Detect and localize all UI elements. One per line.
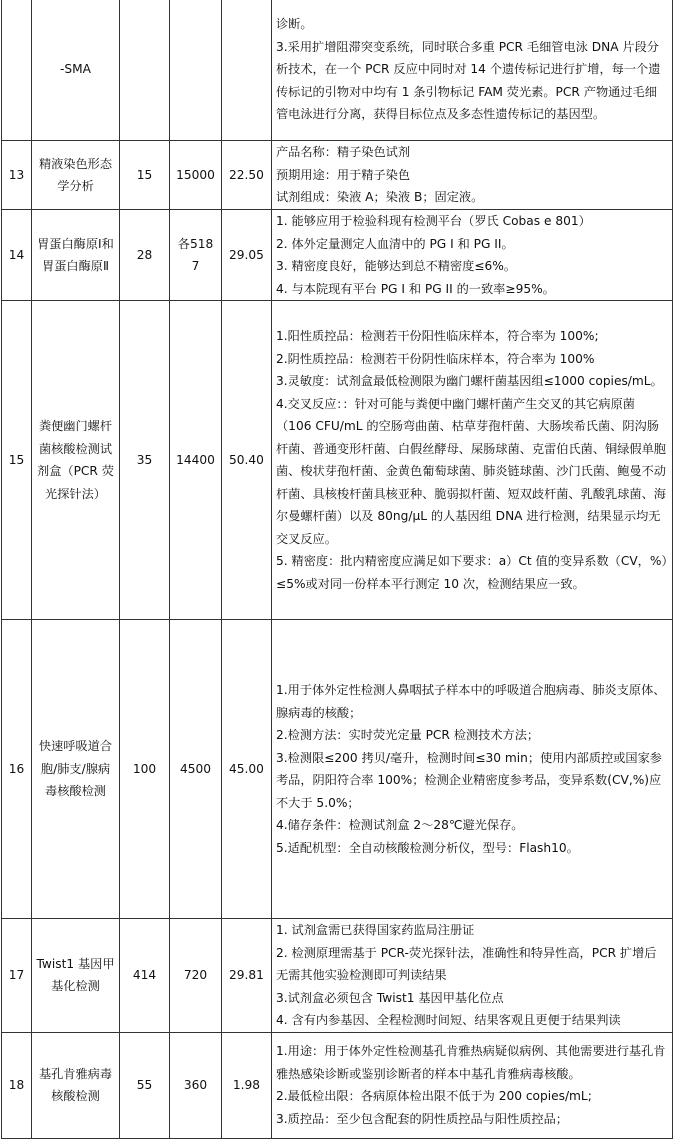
requirement-line: 3.灵敏度：试剂盒最低检测限为幽门螺杆菌基因组≤1000 copies/mL。	[276, 374, 663, 388]
item-name: 胃蛋白酶原Ⅰ和胃蛋白酶原Ⅱ	[32, 210, 120, 301]
item-amount	[222, 0, 272, 141]
requirement-line: 3.采用扩增阻滞突变系统，同时联合多重 PCR 毛细管电泳 DNA 片段分析技术，在一个 PCR 反应中同时对 14 个遗传标记进行扩增，每一个遗传标记的引物对中均有 1 条引物标记 FAM 荧光素。PCR 产物通过毛细管电泳进行分离，获得目标位点及多态性遗传标记的基因型。	[276, 39, 661, 122]
item-unit-price: 360	[170, 1032, 222, 1138]
item-quantity	[120, 0, 170, 141]
requirement-line: 预期用途：用于精子染色	[276, 167, 411, 182]
item-name: 快速呼吸道合胞/肺支/腺病毒核酸检测	[32, 620, 120, 919]
item-quantity: 414	[120, 919, 170, 1033]
item-quantity: 28	[120, 210, 170, 301]
item-unit-price: 15000	[170, 141, 222, 210]
item-name: 精液染色形态学分析	[32, 141, 120, 210]
requirement-line: 3. 精密度良好，能够达到总不精密度≤6%。	[276, 259, 517, 273]
item-requirements	[272, 620, 673, 919]
row-number: 14	[2, 210, 32, 301]
item-requirements	[272, 0, 673, 141]
row-number: 16	[2, 620, 32, 919]
requirement-line: 产品名称：精子染色试剂	[276, 145, 411, 160]
requirement-line: 2.检测方法：实时荧光定量 PCR 检测技术方法；	[276, 728, 540, 742]
requirement-line: 2. 体外定量测定人血清中的 PG I 和 PG II。	[276, 236, 514, 251]
table-row	[2, 301, 673, 620]
requirement-line: 5. 精密度：批内精密度应满足如下要求：a）Ct 值的变异系数（CV，%）≤5%或对同一份样本平行测定 10 次，检测结果应一致。	[276, 554, 668, 591]
item-amount: 29.81	[222, 919, 272, 1033]
row-number: 13	[2, 141, 32, 210]
item-name: Twist1 基因甲基化检测	[32, 919, 120, 1033]
requirement-line: 1.阳性质控品：检测若干份阳性临床样本，符合率为 100%;	[276, 329, 599, 343]
item-quantity: 15	[120, 141, 170, 210]
table-row	[2, 1032, 673, 1138]
requirement-line: 4.储存条件：检测试剂盒 2～28℃避光保存。	[276, 818, 524, 832]
item-requirements	[272, 919, 673, 1033]
requirement-line: 2.最低检出限：各病原体检出限不低于为 200 copies/mL;	[276, 1089, 592, 1103]
row-number	[2, 0, 32, 141]
table-body	[2, 0, 673, 1138]
item-unit-price: 各5187	[170, 210, 222, 301]
item-requirements	[272, 210, 673, 301]
item-amount: 45.00	[222, 620, 272, 919]
row-number: 18	[2, 1032, 32, 1138]
item-amount: 29.05	[222, 210, 272, 301]
table-row	[2, 620, 673, 919]
requirement-line: 4. 与本院现有平台 PG I 和 PG II 的一致率≥95%。	[276, 281, 555, 296]
requirement-line: 1. 试剂盒需已获得国家药监局注册证	[276, 923, 475, 937]
table-row	[2, 141, 673, 210]
requirement-line: 5.适配机型：全自动核酸检测分析仪，型号：Flash10。	[276, 840, 579, 855]
requirement-line: 4.交叉反应：：针对可能与粪便中幽门螺杆菌产生交叉的其它病原菌（106 CFU/mL 的空肠弯曲菌、枯草芽孢杆菌、大肠埃希氏菌、阴沟肠杆菌、普通变形杆菌、白假丝酵母、屎肠球菌、克雷伯氏菌、铜绿假单胞菌、梭状芽孢杆菌、金黄色葡萄球菌、肺炎链球菌、沙门氏菌、鲍曼不动杆菌、具核梭杆菌具核亚种、脆弱拟杆菌、短双歧杆菌、乳酸乳球菌、海尔曼螺杆菌）以及 80ng/μL 的人基因组 DNA 进行检测，结果显示均无交叉反应。	[276, 396, 666, 546]
table-row	[2, 0, 673, 141]
item-unit-price: 4500	[170, 620, 222, 919]
item-requirements	[272, 141, 673, 210]
row-number: 15	[2, 301, 32, 620]
item-unit-price: 14400	[170, 301, 222, 620]
requirement-line: 诊断。	[276, 17, 313, 32]
procurement-spec-table	[1, 0, 673, 1139]
item-name: 粪便幽门螺杆菌核酸检测试剂盒（PCR 荧光探针法）	[32, 301, 120, 620]
item-requirements	[272, 1032, 673, 1138]
item-name: 基孔肯雅病毒核酸检测	[32, 1032, 120, 1138]
requirement-line: 3.试剂盒必须包含 Twist1 基因甲基化位点	[276, 990, 504, 1005]
item-name: -SMA	[32, 0, 120, 141]
requirement-line: 试剂组成：染液 A；染液 B；固定液。	[276, 190, 484, 205]
requirement-line: 1.用途：用于体外定性检测基孔肯雅热病疑似病例、其他需要进行基孔肯雅热感染诊断或鉴别诊断者的样本中基孔肯雅病毒核酸。	[276, 1044, 666, 1081]
item-amount: 22.50	[222, 141, 272, 210]
item-unit-price	[170, 0, 222, 141]
item-quantity: 100	[120, 620, 170, 919]
requirement-line: 1. 能够应用于检验科现有检测平台（罗氏 Cobas e 801）	[276, 214, 591, 228]
requirement-line: 3.检测限≤200 拷贝/毫升，检测时间≤30 min；使用内部质控或国家参考品，阴阳符合率 100%；检测企业精密度参考品，变异系数(CV,%)应不大于 5.0%；	[276, 750, 662, 810]
row-number: 17	[2, 919, 32, 1033]
requirement-line: 1.用于体外定性检测人鼻咽拭子样本中的呼吸道合胞病毒、肺炎支原体、腺病毒的核酸；	[276, 683, 666, 720]
item-quantity: 55	[120, 1032, 170, 1138]
item-amount: 50.40	[222, 301, 272, 620]
requirement-line: 3.质控品：至少包含配套的阴性质控品与阳性质控品；	[276, 1111, 568, 1126]
item-requirements	[272, 301, 673, 620]
item-unit-price: 720	[170, 919, 222, 1033]
requirement-line: 2.阴性质控品：检测若干份阴性临床样本，符合率为 100%	[276, 351, 595, 366]
table-row	[2, 919, 673, 1033]
table-row	[2, 210, 673, 301]
requirement-line: 4. 含有内参基因、全程检测时间短、结果客观且更便于结果判读	[276, 1013, 621, 1027]
item-amount: 1.98	[222, 1032, 272, 1138]
requirement-line: 2. 检测原理需基于 PCR-荧光探针法，准确性和特异性高，PCR 扩增后无需其他实验检测即可判读结果	[276, 945, 657, 982]
item-quantity: 35	[120, 301, 170, 620]
